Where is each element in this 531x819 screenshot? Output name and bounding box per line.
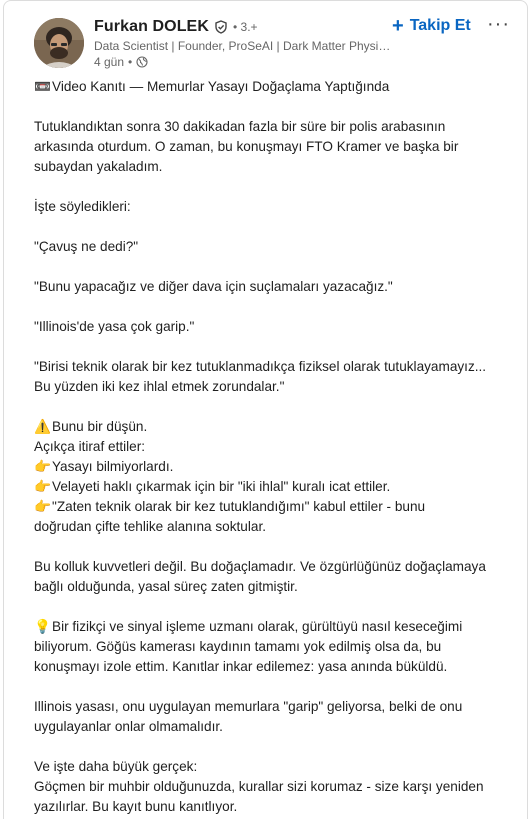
quote-3: "Illinois'de yasa çok garip." xyxy=(34,319,195,334)
paragraph-4-line-1 xyxy=(34,617,514,637)
paragraph-1-line-2: arkasında oturdum. O zaman, bu konuşmayı FTO Kramer ve başka bir xyxy=(34,139,459,154)
follow-label: Takip Et xyxy=(409,17,471,34)
quote-4-line-2: Bu yüzden iki kez ihlal etmek zorundalar." xyxy=(34,379,285,394)
quote-4-line-1: "Birisi teknik olarak bir kez tutuklanmadıkça fiziksel olarak tutuklayamayız... xyxy=(34,359,487,374)
plus-icon: + xyxy=(392,15,404,37)
paragraph-6-line-3: yazılırlar. Bu kayıt bunu kanıtlıyor. xyxy=(34,799,238,814)
quote-2: "Bunu yapacağız ve diğer dava için suçlamaları yazacağız." xyxy=(34,279,393,294)
bullet-1-text: Yasayı bilmiyorlardı. xyxy=(52,459,174,474)
paragraph-4-line-3: konuşmayı izole ettim. Kanıtlar inkar edilemez: yasa anında büküldü. xyxy=(34,659,448,674)
avatar-photo xyxy=(34,18,84,68)
paragraph-1-line-1: Tutuklandıktan sonra 30 dakikadan fazla bir süre bir polis arabasının xyxy=(34,119,446,134)
meta-separator: • xyxy=(128,55,133,69)
bullet-3-text: "Zaten teknik olarak bir kez tutuklandığımı" kabul ettiler - bunu xyxy=(52,499,426,514)
post-time: 4 gün xyxy=(94,55,125,69)
paragraph-5-line-2: uygulayanlar onlar olmamalıdır. xyxy=(34,719,223,734)
bullet-2 xyxy=(34,477,514,497)
globe-icon xyxy=(136,56,148,68)
verified-shield-icon xyxy=(214,20,228,34)
post-title: Video Kanıtı — Memurlar Yasayı Doğaçlama Yaptığında xyxy=(52,79,390,94)
paragraph-6-line-2: Göçmen bir muhbir olduğunuzda, kurallar sizi korumaz - size karşı yeniden xyxy=(34,779,484,794)
paragraph-2: İşte söyledikleri: xyxy=(34,199,131,214)
post-header xyxy=(4,1,527,73)
bullet-2-text: Velayeti haklı çıkarmak için bir "iki ihlal" kuralı icat ettiler. xyxy=(52,479,391,494)
post-card xyxy=(3,0,528,819)
warning-line xyxy=(34,417,514,437)
post-title-line xyxy=(34,77,514,97)
paragraph-4-line-2: biliyorum. Göğüs kamerası kaydının tamamı yok edilmiş olsa da, bu xyxy=(34,639,442,654)
pointing-hand-icon: 👉 xyxy=(34,479,51,494)
follow-button[interactable] xyxy=(392,15,471,37)
lightbulb-icon: 💡 xyxy=(34,619,51,634)
paragraph-6-line-1: Ve işte daha büyük gerçek: xyxy=(34,759,198,774)
post-body xyxy=(34,77,514,817)
paragraph-5-line-1: Illinois yasası, onu uygulayan memurlara "garip" geliyorsa, belki de onu xyxy=(34,699,463,714)
quote-1: "Çavuş ne dedi?" xyxy=(34,239,139,254)
bullet-1 xyxy=(34,457,514,477)
author-name[interactable]: Furkan DOLEK xyxy=(94,18,209,35)
author-headline: Data Scientist | Founder, ProSeAI | Dark Matter Physic... xyxy=(94,39,394,53)
author-avatar[interactable] xyxy=(34,18,84,68)
videotape-icon: 📼 xyxy=(34,79,51,94)
paragraph-4-text: Bir fizikçi ve sinyal işleme uzmanı olarak, gürültüyü nasıl keseceğimi xyxy=(52,619,463,634)
bullet-3 xyxy=(34,497,514,517)
pointing-hand-icon: 👉 xyxy=(34,499,51,514)
paragraph-3-line-2: bağlı olduğunda, yasal süreç zaten gitmiştir. xyxy=(34,579,298,594)
author-name-row xyxy=(94,18,258,36)
admit-line: Açıkça itiraf ettiler: xyxy=(34,439,146,454)
paragraph-1-line-3: subaydan yakaladım. xyxy=(34,159,163,174)
paragraph-3-line-1: Bu kolluk kuvvetleri değil. Bu doğaçlamadır. Ve özgürlüğünüz doğaçlamaya xyxy=(34,559,486,574)
post-meta xyxy=(94,55,148,69)
warning-text: Bunu bir düşün. xyxy=(52,419,148,434)
bullet-3-line-2: doğrudan çifte tehlike alanına soktular. xyxy=(34,519,267,534)
more-options-icon[interactable]: ··· xyxy=(487,13,510,35)
connection-degree: • 3.+ xyxy=(233,20,258,34)
warning-icon: ⚠️ xyxy=(34,419,51,434)
pointing-hand-icon: 👉 xyxy=(34,459,51,474)
